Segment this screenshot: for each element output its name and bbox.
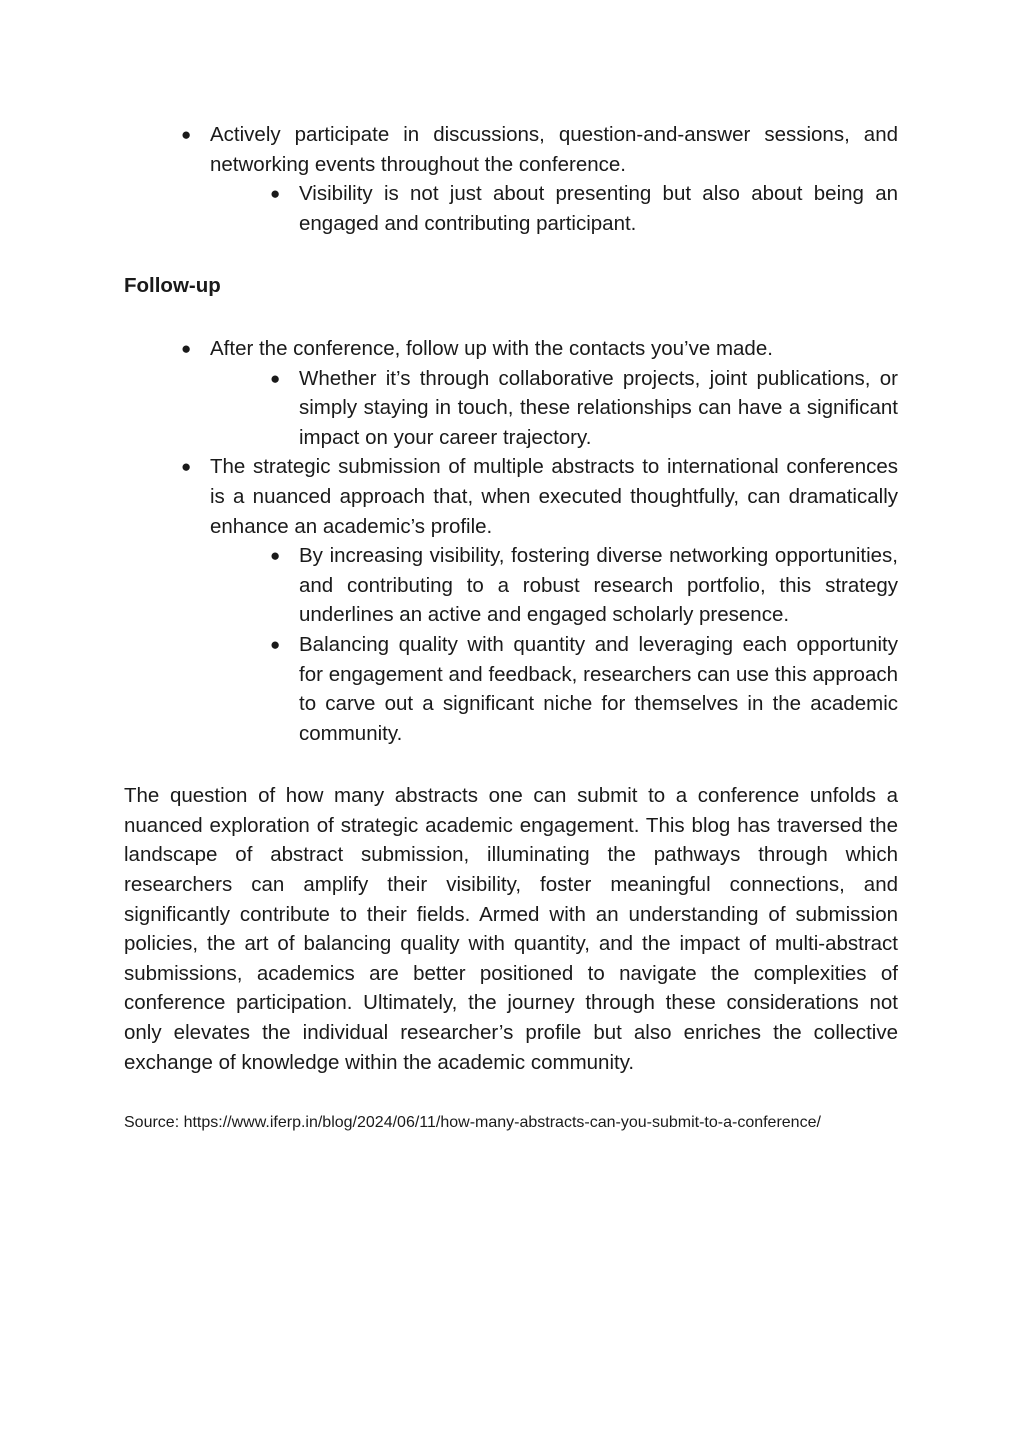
list-item-text: The strategic submission of multiple abstracts to international conferences is a nuanced approach that, when executed thoughtfully, can dramatically enhance an academic’s profile. (210, 455, 898, 538)
sub-list (210, 179, 898, 238)
document-page (124, 120, 898, 1134)
sub-list (210, 541, 898, 748)
list-item-text: After the conference, follow up with the contacts you’ve made. (210, 336, 773, 360)
list-item (181, 452, 898, 748)
sub-list-item-text: Whether it’s through collaborative projects, joint publications, or simply staying in touch, these relationships can have a significant impact on your career trajectory. (299, 366, 898, 449)
bullet-icon: ● (181, 338, 192, 358)
sub-list-item (270, 541, 898, 630)
sub-list-item (270, 630, 898, 748)
bullet-list-1 (124, 120, 898, 238)
sub-list-item-text: Visibility is not just about presenting but also about being an engaged and contributing participant. (299, 182, 898, 235)
bullet-icon: ● (181, 125, 192, 144)
sub-list-item (270, 179, 898, 238)
sub-list-item-text: By increasing visibility, fostering diverse networking opportunities, and contributing to a robust research portfolio, this strategy underlines an active and engaged scholarly presence. (299, 544, 898, 627)
list-item (181, 120, 898, 238)
list-item (181, 334, 898, 452)
bullet-list-2 (124, 334, 898, 748)
bullet-icon: ● (270, 368, 281, 388)
section-heading: Follow-up (124, 274, 221, 298)
bullet-icon: ● (270, 546, 281, 566)
sub-list-item (270, 364, 898, 453)
bullet-icon: ● (270, 634, 281, 654)
bullet-icon: ● (181, 457, 192, 477)
sub-list-item-text: Balancing quality with quantity and leveraging each opportunity for engagement and feedback, researchers can use this approach to carve out a significant niche for themselves in the academic community. (299, 632, 898, 745)
list-item-text: Actively participate in discussions, question-and-answer sessions, and networking events throughout the conference. (210, 123, 898, 176)
source-citation: Source: https://www.iferp.in/blog/2024/06/11/how-many-abstracts-can-you-submit-to-a-conference/ (124, 1114, 821, 1132)
sub-list (210, 364, 898, 453)
bullet-icon: ● (270, 184, 281, 204)
conclusion-paragraph: The question of how many abstracts one can submit to a conference unfolds a nuanced exploration of strategic academic engagement. This blog has traversed the landscape of abstract submission, illuminating the pathways through which researchers can amplify their visibility, foster meaningful connections, and significantly contribute to their fields. Armed with an understanding of submission policies, the art of balancing quality with quantity, and the impact of multi-abstract submissions, academics are better positioned to navigate the complexities of conference participation. Ultimately, the journey through these considerations not only elevates the individual researcher’s profile but also enriches the collective exchange of knowledge within the academic community. (124, 784, 898, 1074)
